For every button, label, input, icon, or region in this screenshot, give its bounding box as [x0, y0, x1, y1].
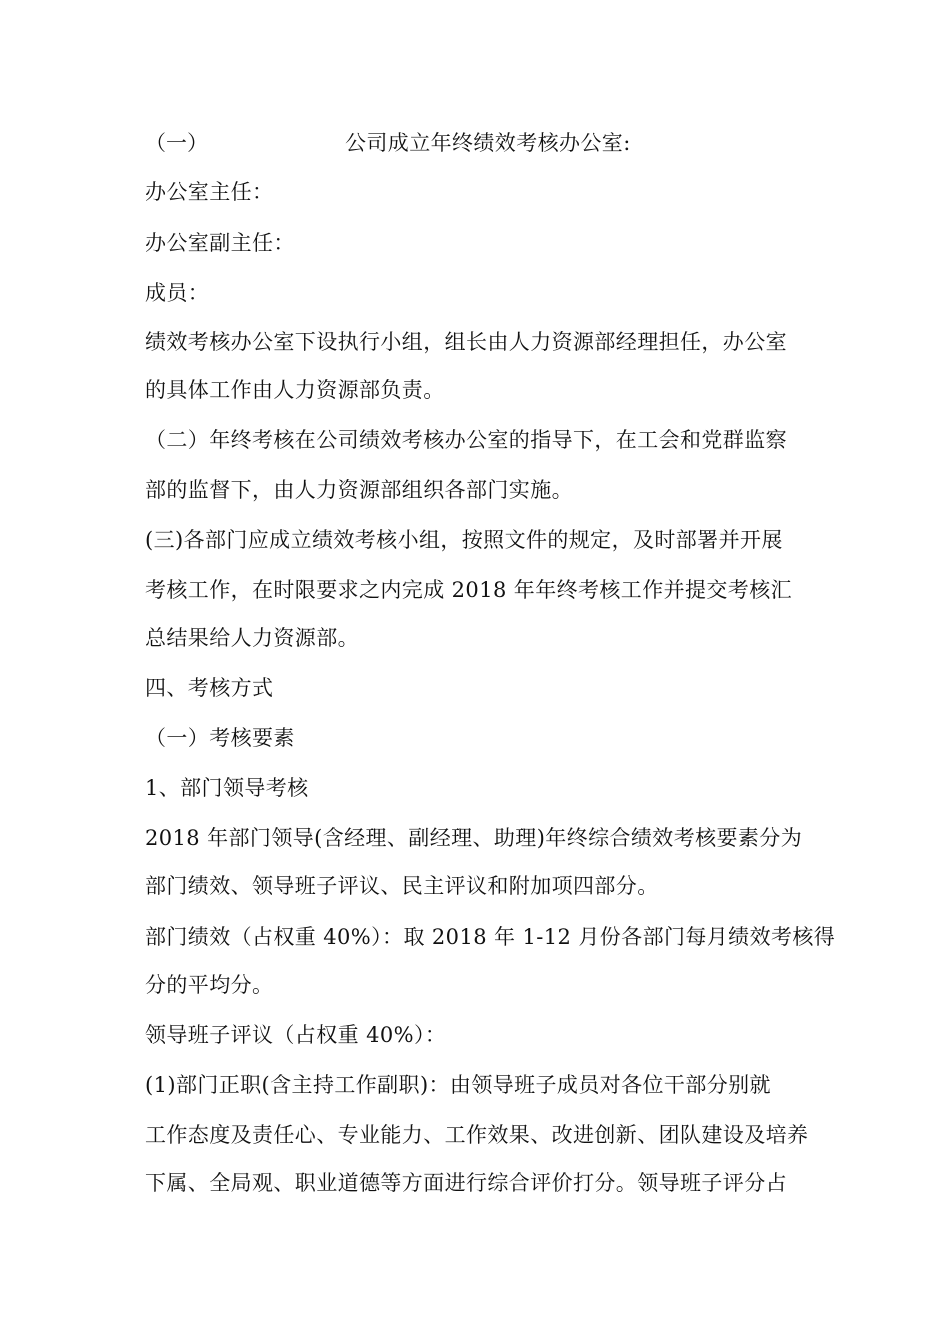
text-line: 分的平均分。	[145, 973, 274, 997]
text-line: 2018 年部门领导(含经理、副经理、助理)年终综合绩效考核要素分为	[145, 826, 803, 850]
text-line: 总结果给人力资源部。	[145, 626, 359, 650]
text-line: （二）年终考核在公司绩效考核办公室的指导下，在工会和党群监察	[145, 428, 787, 452]
text-line: 领导班子评议（占权重 40%）：	[145, 1023, 447, 1047]
text-line: （一）考核要素	[145, 726, 295, 750]
text-line: 成员：	[145, 281, 210, 305]
text-line: 考核工作，在时限要求之内完成 2018 年年终考核工作并提交考核汇	[145, 578, 792, 602]
text-line: 办公室主任：	[145, 180, 274, 204]
text-line: 办公室副主任：	[145, 231, 295, 255]
text-line: (三)各部门应成立绩效考核小组，按照文件的规定，及时部署并开展	[145, 528, 783, 552]
section-heading-title: 公司成立年终绩效考核办公室:	[345, 131, 631, 155]
text-line: 绩效考核办公室下设执行小组，组长由人力资源部经理担任，办公室	[145, 330, 787, 354]
text-line: 部门绩效、领导班子评议、民主评议和附加项四部分。	[145, 874, 659, 898]
text-line: (1)部门正职(含主持工作副职)：由领导班子成员对各位干部分别就	[145, 1073, 771, 1097]
text-line: 四、考核方式	[145, 676, 274, 700]
text-line: 下属、全局观、职业道德等方面进行综合评价打分。领导班子评分占	[145, 1171, 787, 1195]
text-line: 工作态度及责任心、专业能力、工作效果、改进创新、团队建设及培养	[145, 1123, 809, 1147]
section-heading-number: （一）	[145, 131, 208, 155]
text-line: 部的监督下，由人力资源部组织各部门实施。	[145, 478, 573, 502]
text-line: 部门绩效（占权重 40%）：取 2018 年 1-12 月份各部门每月绩效考核得	[145, 925, 836, 949]
text-line: 1、部门领导考核	[145, 776, 309, 800]
text-line: 的具体工作由人力资源部负责。	[145, 378, 445, 402]
